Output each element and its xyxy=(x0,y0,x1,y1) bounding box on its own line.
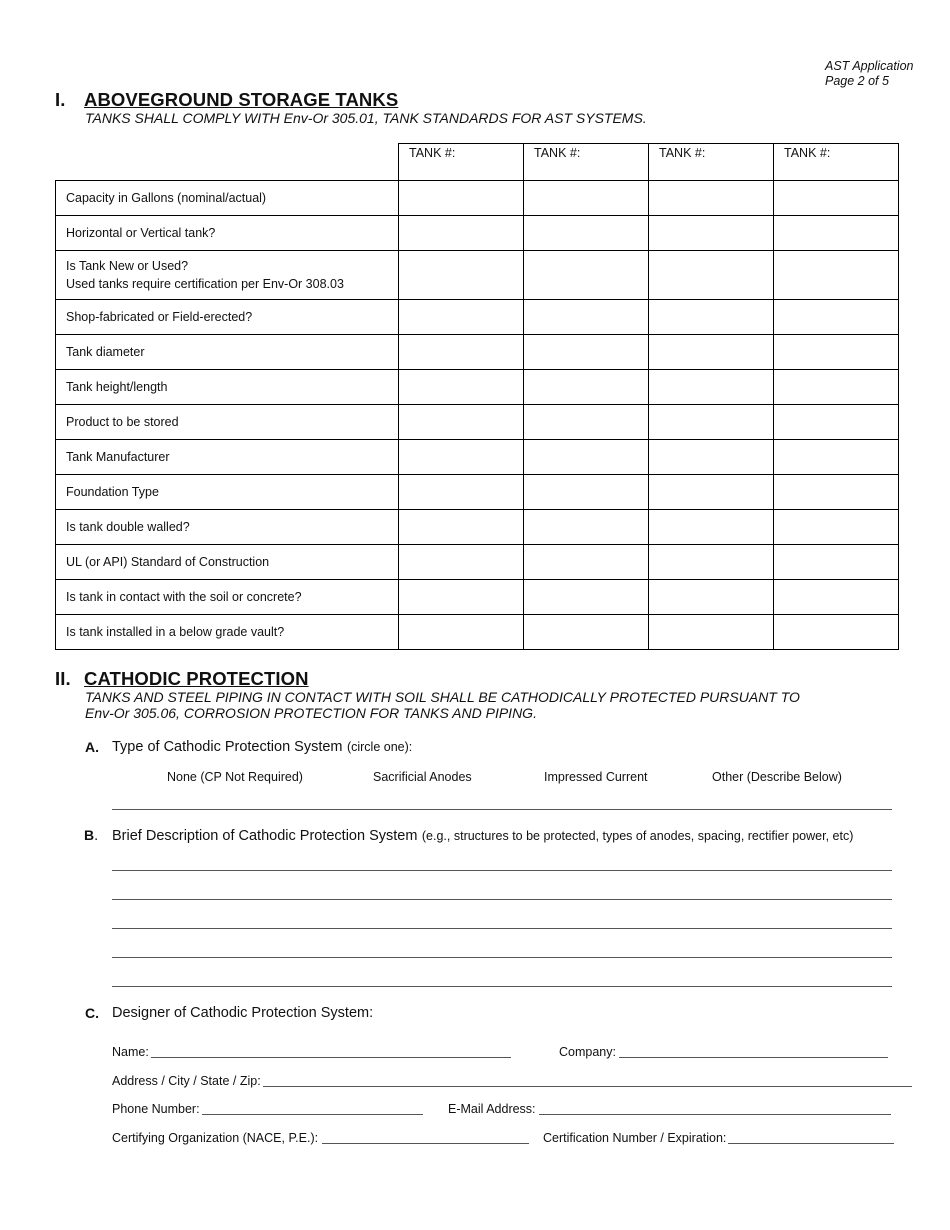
tank-value-cell[interactable] xyxy=(774,615,899,650)
row-label xyxy=(56,440,399,475)
question-a xyxy=(112,738,412,756)
table-row xyxy=(56,251,899,300)
row-label-text: Is Tank New or Used? xyxy=(66,259,189,273)
table-row xyxy=(56,475,899,510)
table-row xyxy=(56,216,899,251)
tank-value-cell[interactable] xyxy=(649,335,774,370)
row-label xyxy=(56,405,399,440)
company-field[interactable] xyxy=(619,1057,888,1058)
question-c-text: Designer of Cathodic Protection System: xyxy=(112,1005,374,1021)
other-description-line[interactable] xyxy=(112,809,892,810)
tank-value-cell[interactable] xyxy=(774,545,899,580)
tank-value-cell[interactable] xyxy=(399,545,524,580)
question-b xyxy=(84,827,98,845)
tank-value-cell[interactable] xyxy=(774,405,899,440)
tank-value-cell[interactable] xyxy=(524,405,649,440)
table-row xyxy=(56,181,899,216)
question-b-note: (e.g., structures to be protected, types of anodes, spacing, rectifier power, etc) xyxy=(421,829,854,843)
tank-value-cell[interactable] xyxy=(649,580,774,615)
cp-option-other[interactable]: Other (Describe Below) xyxy=(712,770,842,784)
row-label-text: Foundation Type xyxy=(66,485,159,499)
question-b-body xyxy=(112,827,853,845)
row-label-text: Is tank installed in a below grade vault? xyxy=(66,625,285,639)
tank-value-cell[interactable] xyxy=(774,181,899,216)
row-label xyxy=(56,545,399,580)
row-label-text: Is tank in contact with the soil or concrete? xyxy=(66,590,302,604)
section-2-heading: CATHODIC PROTECTION xyxy=(84,668,309,689)
tank-value-cell[interactable] xyxy=(524,510,649,545)
tank-value-cell[interactable] xyxy=(774,440,899,475)
address-label: Address / City / State / Zip: xyxy=(112,1074,261,1088)
tank-value-cell[interactable] xyxy=(399,440,524,475)
description-line[interactable] xyxy=(112,986,892,987)
tank-value-cell[interactable] xyxy=(524,216,649,251)
table-row xyxy=(56,615,899,650)
cert-number-field[interactable] xyxy=(728,1143,894,1144)
tank-value-cell[interactable] xyxy=(524,545,649,580)
table-row xyxy=(56,510,899,545)
tank-value-cell[interactable] xyxy=(524,181,649,216)
question-b-label: B xyxy=(84,827,95,843)
tank-header-row xyxy=(56,144,899,181)
row-label-text: Horizontal or Vertical tank? xyxy=(66,226,216,240)
row-label xyxy=(56,510,399,545)
section-1-subtitle: TANKS SHALL COMPLY WITH Env-Or 305.01, TANK STANDARDS FOR AST SYSTEMS. xyxy=(85,110,647,126)
tank-table xyxy=(55,143,899,650)
tank-value-cell[interactable] xyxy=(649,251,774,300)
tank-value-cell[interactable] xyxy=(399,300,524,335)
description-line[interactable] xyxy=(112,957,892,958)
tank-value-cell[interactable] xyxy=(649,615,774,650)
address-field[interactable] xyxy=(263,1086,912,1087)
question-c-label: C. xyxy=(85,1005,99,1021)
cp-option-sacrificial[interactable]: Sacrificial Anodes xyxy=(373,770,472,784)
tank-value-cell[interactable] xyxy=(524,370,649,405)
section-2-subtitle-line: TANKS AND STEEL PIPING IN CONTACT WITH SOIL SHALL BE CATHODICALLY PROTECTED PURSUANT TO xyxy=(85,689,800,705)
cert-number-label: Certification Number / Expiration: xyxy=(543,1131,727,1145)
tank-value-cell[interactable] xyxy=(774,335,899,370)
email-label: E-Mail Address: xyxy=(448,1102,536,1116)
row-label-text: Is tank double walled? xyxy=(66,520,190,534)
question-b-text: Brief Description of Cathodic Protection System xyxy=(112,828,418,844)
tank-value-cell[interactable] xyxy=(649,440,774,475)
row-label-text: Tank diameter xyxy=(66,345,145,359)
section-2-number: II. xyxy=(55,668,71,689)
row-label-text: Capacity in Gallons (nominal/actual) xyxy=(66,191,267,205)
row-label xyxy=(56,335,399,370)
tank-value-cell[interactable] xyxy=(524,615,649,650)
table-row xyxy=(56,370,899,405)
tank-header: TANK #: xyxy=(649,144,774,181)
phone-field[interactable] xyxy=(202,1114,423,1115)
tank-value-cell[interactable] xyxy=(399,251,524,300)
row-label xyxy=(56,615,399,650)
tank-value-cell[interactable] xyxy=(524,335,649,370)
row-label-text: Tank Manufacturer xyxy=(66,450,170,464)
table-row xyxy=(56,405,899,440)
tank-value-cell[interactable] xyxy=(774,370,899,405)
tank-value-cell[interactable] xyxy=(399,510,524,545)
row-label xyxy=(56,300,399,335)
tank-value-cell[interactable] xyxy=(524,300,649,335)
row-label xyxy=(56,475,399,510)
cp-option-none[interactable]: None (CP Not Required) xyxy=(167,770,303,784)
tank-value-cell[interactable] xyxy=(774,216,899,251)
tank-header: TANK #: xyxy=(774,144,899,181)
row-label xyxy=(56,181,399,216)
row-label xyxy=(56,216,399,251)
table-corner xyxy=(56,144,399,181)
row-label-text: UL (or API) Standard of Construction xyxy=(66,555,270,569)
tank-value-cell[interactable] xyxy=(524,580,649,615)
tank-value-cell[interactable] xyxy=(524,251,649,300)
description-line[interactable] xyxy=(112,899,892,900)
name-field[interactable] xyxy=(151,1057,511,1058)
section-2-subtitle xyxy=(85,689,800,721)
section-1-number: I. xyxy=(55,89,66,110)
row-label-text: Product to be stored xyxy=(66,415,179,429)
question-b-dot: . xyxy=(94,828,99,844)
tank-value-cell[interactable] xyxy=(649,216,774,251)
tank-value-cell[interactable] xyxy=(399,615,524,650)
tank-value-cell[interactable] xyxy=(649,370,774,405)
tank-value-cell[interactable] xyxy=(649,300,774,335)
tank-value-cell[interactable] xyxy=(399,475,524,510)
tank-header: TANK #: xyxy=(399,144,524,181)
row-label xyxy=(56,370,399,405)
tank-value-cell[interactable] xyxy=(774,580,899,615)
tank-value-cell[interactable] xyxy=(399,405,524,440)
section-2-subtitle-line: Env-Or 305.06, CORROSION PROTECTION FOR TANKS AND PIPING. xyxy=(85,705,537,721)
table-row xyxy=(56,300,899,335)
table-row xyxy=(56,580,899,615)
form-name: AST Application xyxy=(825,59,914,73)
table-row xyxy=(56,335,899,370)
row-label-note: Used tanks require certification per Env-Or 308.03 xyxy=(66,277,344,291)
phone-label: Phone Number: xyxy=(112,1102,200,1116)
cp-option-impressed[interactable]: Impressed Current xyxy=(544,770,648,784)
tank-value-cell[interactable] xyxy=(524,475,649,510)
row-label-text: Tank height/length xyxy=(66,380,168,394)
tank-value-cell[interactable] xyxy=(649,475,774,510)
question-a-label: A. xyxy=(85,739,99,755)
tank-value-cell[interactable] xyxy=(399,181,524,216)
row-label xyxy=(56,580,399,615)
description-line[interactable] xyxy=(112,870,892,871)
description-line[interactable] xyxy=(112,928,892,929)
email-field[interactable] xyxy=(539,1114,891,1115)
table-row xyxy=(56,545,899,580)
tank-value-cell[interactable] xyxy=(399,580,524,615)
page-number: Page 2 of 5 xyxy=(825,74,889,88)
table-row xyxy=(56,440,899,475)
tank-value-cell[interactable] xyxy=(399,370,524,405)
question-a-text: Type of Cathodic Protection System xyxy=(112,739,343,755)
row-label xyxy=(56,251,399,300)
tank-value-cell[interactable] xyxy=(399,216,524,251)
tank-value-cell[interactable] xyxy=(649,545,774,580)
section-1-title xyxy=(55,89,398,111)
section-2-title xyxy=(55,668,309,690)
name-label: Name: xyxy=(112,1045,149,1059)
tank-header: TANK #: xyxy=(524,144,649,181)
tank-value-cell[interactable] xyxy=(399,335,524,370)
tank-value-cell[interactable] xyxy=(649,405,774,440)
company-label: Company: xyxy=(559,1045,616,1059)
page-header xyxy=(825,59,913,89)
tank-value-cell[interactable] xyxy=(524,440,649,475)
section-1-heading: ABOVEGROUND STORAGE TANKS xyxy=(84,89,399,110)
cert-org-field[interactable] xyxy=(322,1143,529,1144)
row-label-text: Shop-fabricated or Field-erected? xyxy=(66,310,253,324)
cert-org-label: Certifying Organization (NACE, P.E.): xyxy=(112,1131,319,1145)
tank-value-cell[interactable] xyxy=(649,181,774,216)
tank-value-cell[interactable] xyxy=(774,251,899,300)
tank-value-cell[interactable] xyxy=(774,300,899,335)
tank-value-cell[interactable] xyxy=(649,510,774,545)
tank-value-cell[interactable] xyxy=(774,475,899,510)
question-a-note: (circle one): xyxy=(346,740,413,754)
tank-value-cell[interactable] xyxy=(774,510,899,545)
